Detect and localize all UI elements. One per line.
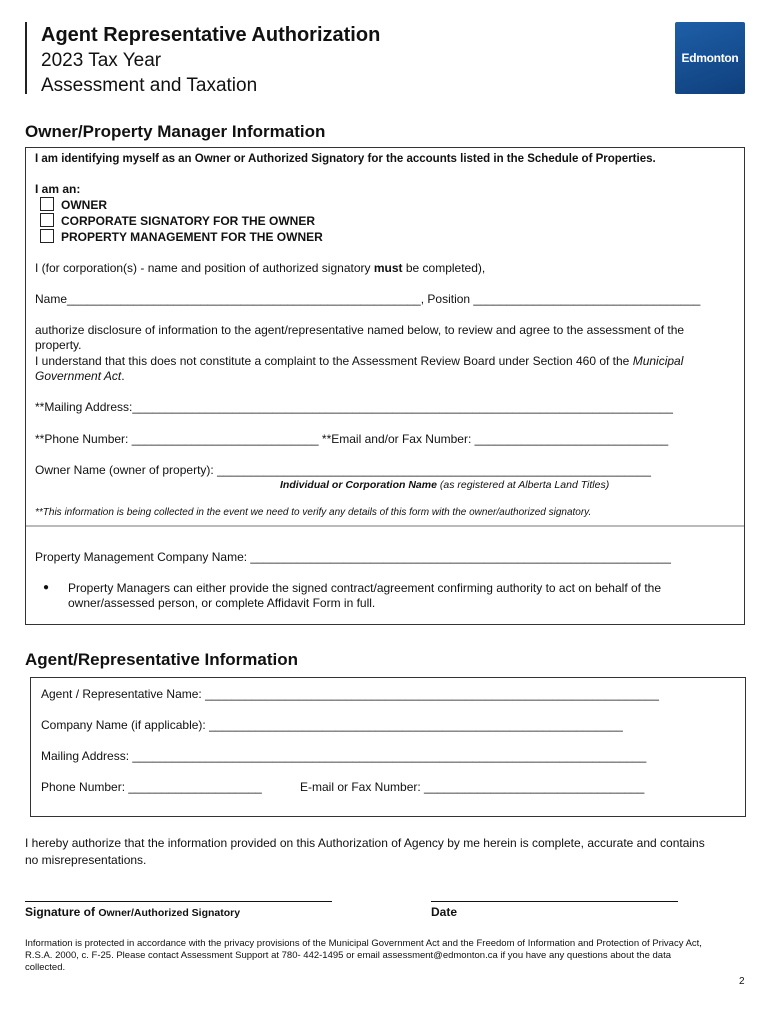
understand-text-2: Government Act. bbox=[35, 369, 125, 383]
agent-name-field[interactable]: Agent / Representative Name: ____________________________________________________________________ bbox=[41, 687, 659, 701]
pm-company-field[interactable]: Property Management Company Name: _______________________________________________________________ bbox=[35, 550, 671, 564]
corporation-instruction: I (for corporation(s) - name and position of authorized signatory must be completed), bbox=[35, 261, 486, 275]
property-management-label: PROPERTY MANAGEMENT FOR THE OWNER bbox=[61, 230, 323, 244]
phone-email-field[interactable]: **Phone Number: ____________________________ **Email and/or Fax Number: _____________________________ bbox=[35, 432, 669, 446]
signature-line[interactable] bbox=[25, 901, 332, 902]
bullet-text-1: Property Managers can either provide the signed contract/agreement confirming authority to act on behalf of the bbox=[68, 581, 662, 595]
owner-section-title: Owner/Property Manager Information bbox=[25, 122, 326, 141]
identify-statement: I am identifying myself as an Owner or Authorized Signatory for the accounts listed in the Schedule of Properties. bbox=[35, 153, 656, 165]
agent-email-field[interactable]: E-mail or Fax Number: _________________________________ bbox=[300, 780, 645, 794]
signature-label: Signature of Owner/Authorized Signatory bbox=[25, 905, 241, 919]
corporate-signatory-label: CORPORATE SIGNATORY FOR THE OWNER bbox=[61, 214, 316, 228]
owner-name-caption: Individual or Corporation Name (as registered at Alberta Land Titles) bbox=[280, 479, 610, 491]
owner-option-label: OWNER bbox=[61, 198, 107, 212]
corporate-signatory-checkbox[interactable] bbox=[40, 213, 54, 227]
property-management-checkbox[interactable] bbox=[40, 229, 54, 243]
footer-line-3: collected. bbox=[25, 962, 66, 973]
footer-line-1: Information is protected in accordance with the privacy provisions of the Municipal Government Act and the Freedom of Information and Protection of Privacy Act, bbox=[25, 938, 702, 949]
company-name-field[interactable]: Company Name (if applicable): ______________________________________________________________ bbox=[41, 718, 623, 732]
date-line[interactable] bbox=[431, 901, 678, 902]
authorize-text-1: authorize disclosure of information to the agent/representative named below, to review and agree to the assessment of the bbox=[35, 323, 685, 337]
page-number: 2 bbox=[739, 976, 745, 987]
mailing-address-field[interactable]: **Mailing Address:_________________________________________________________________________________ bbox=[35, 400, 673, 414]
agent-section-title: Agent/Representative Information bbox=[25, 650, 298, 669]
agent-information-box bbox=[30, 677, 746, 817]
understand-text-1: I understand that this does not constitute a complaint to the Assessment Review Board under Section 460 of the Municipal bbox=[35, 354, 684, 368]
owner-information-box bbox=[25, 147, 745, 625]
agent-phone-field[interactable]: Phone Number: ____________________ bbox=[41, 780, 262, 794]
department-name: Assessment and Taxation bbox=[41, 75, 258, 96]
bullet-text-2: owner/assessed person, or complete Affidavit Form in full. bbox=[68, 596, 376, 610]
bullet-icon: ● bbox=[43, 582, 50, 593]
declaration-line-1: I hereby authorize that the information provided on this Authorization of Agency by me herein is complete, accurate and contains bbox=[25, 836, 705, 850]
owner-checkbox[interactable] bbox=[40, 197, 54, 211]
authorize-text-2: property. bbox=[35, 338, 82, 352]
edmonton-logo: Edmonton bbox=[675, 22, 745, 94]
iam-label: I am an: bbox=[35, 182, 81, 196]
date-label: Date bbox=[431, 905, 458, 919]
divider bbox=[26, 525, 744, 527]
owner-name-field[interactable]: Owner Name (owner of property): _________________________________________________________________ bbox=[35, 463, 651, 477]
tax-year: 2023 Tax Year bbox=[41, 50, 162, 71]
agent-mailing-field[interactable]: Mailing Address: _____________________________________________________________________________ bbox=[41, 749, 647, 763]
document-title: Agent Representative Authorization bbox=[41, 24, 381, 46]
collection-note: **This information is being collected in the event we need to verify any details of this form with the owner/authorized signatory. bbox=[35, 507, 592, 518]
footer-line-2: R.S.A. 2000, c. F-25. Please contact Assessment Support at 780- 442-1495 or email assessment@edmonton.ca if you have any questions about the data bbox=[25, 950, 671, 961]
document-header bbox=[25, 22, 380, 94]
declaration-line-2: no misrepresentations. bbox=[25, 853, 147, 867]
name-position-field[interactable]: Name_____________________________________________________, Position __________________________________ bbox=[35, 292, 701, 306]
